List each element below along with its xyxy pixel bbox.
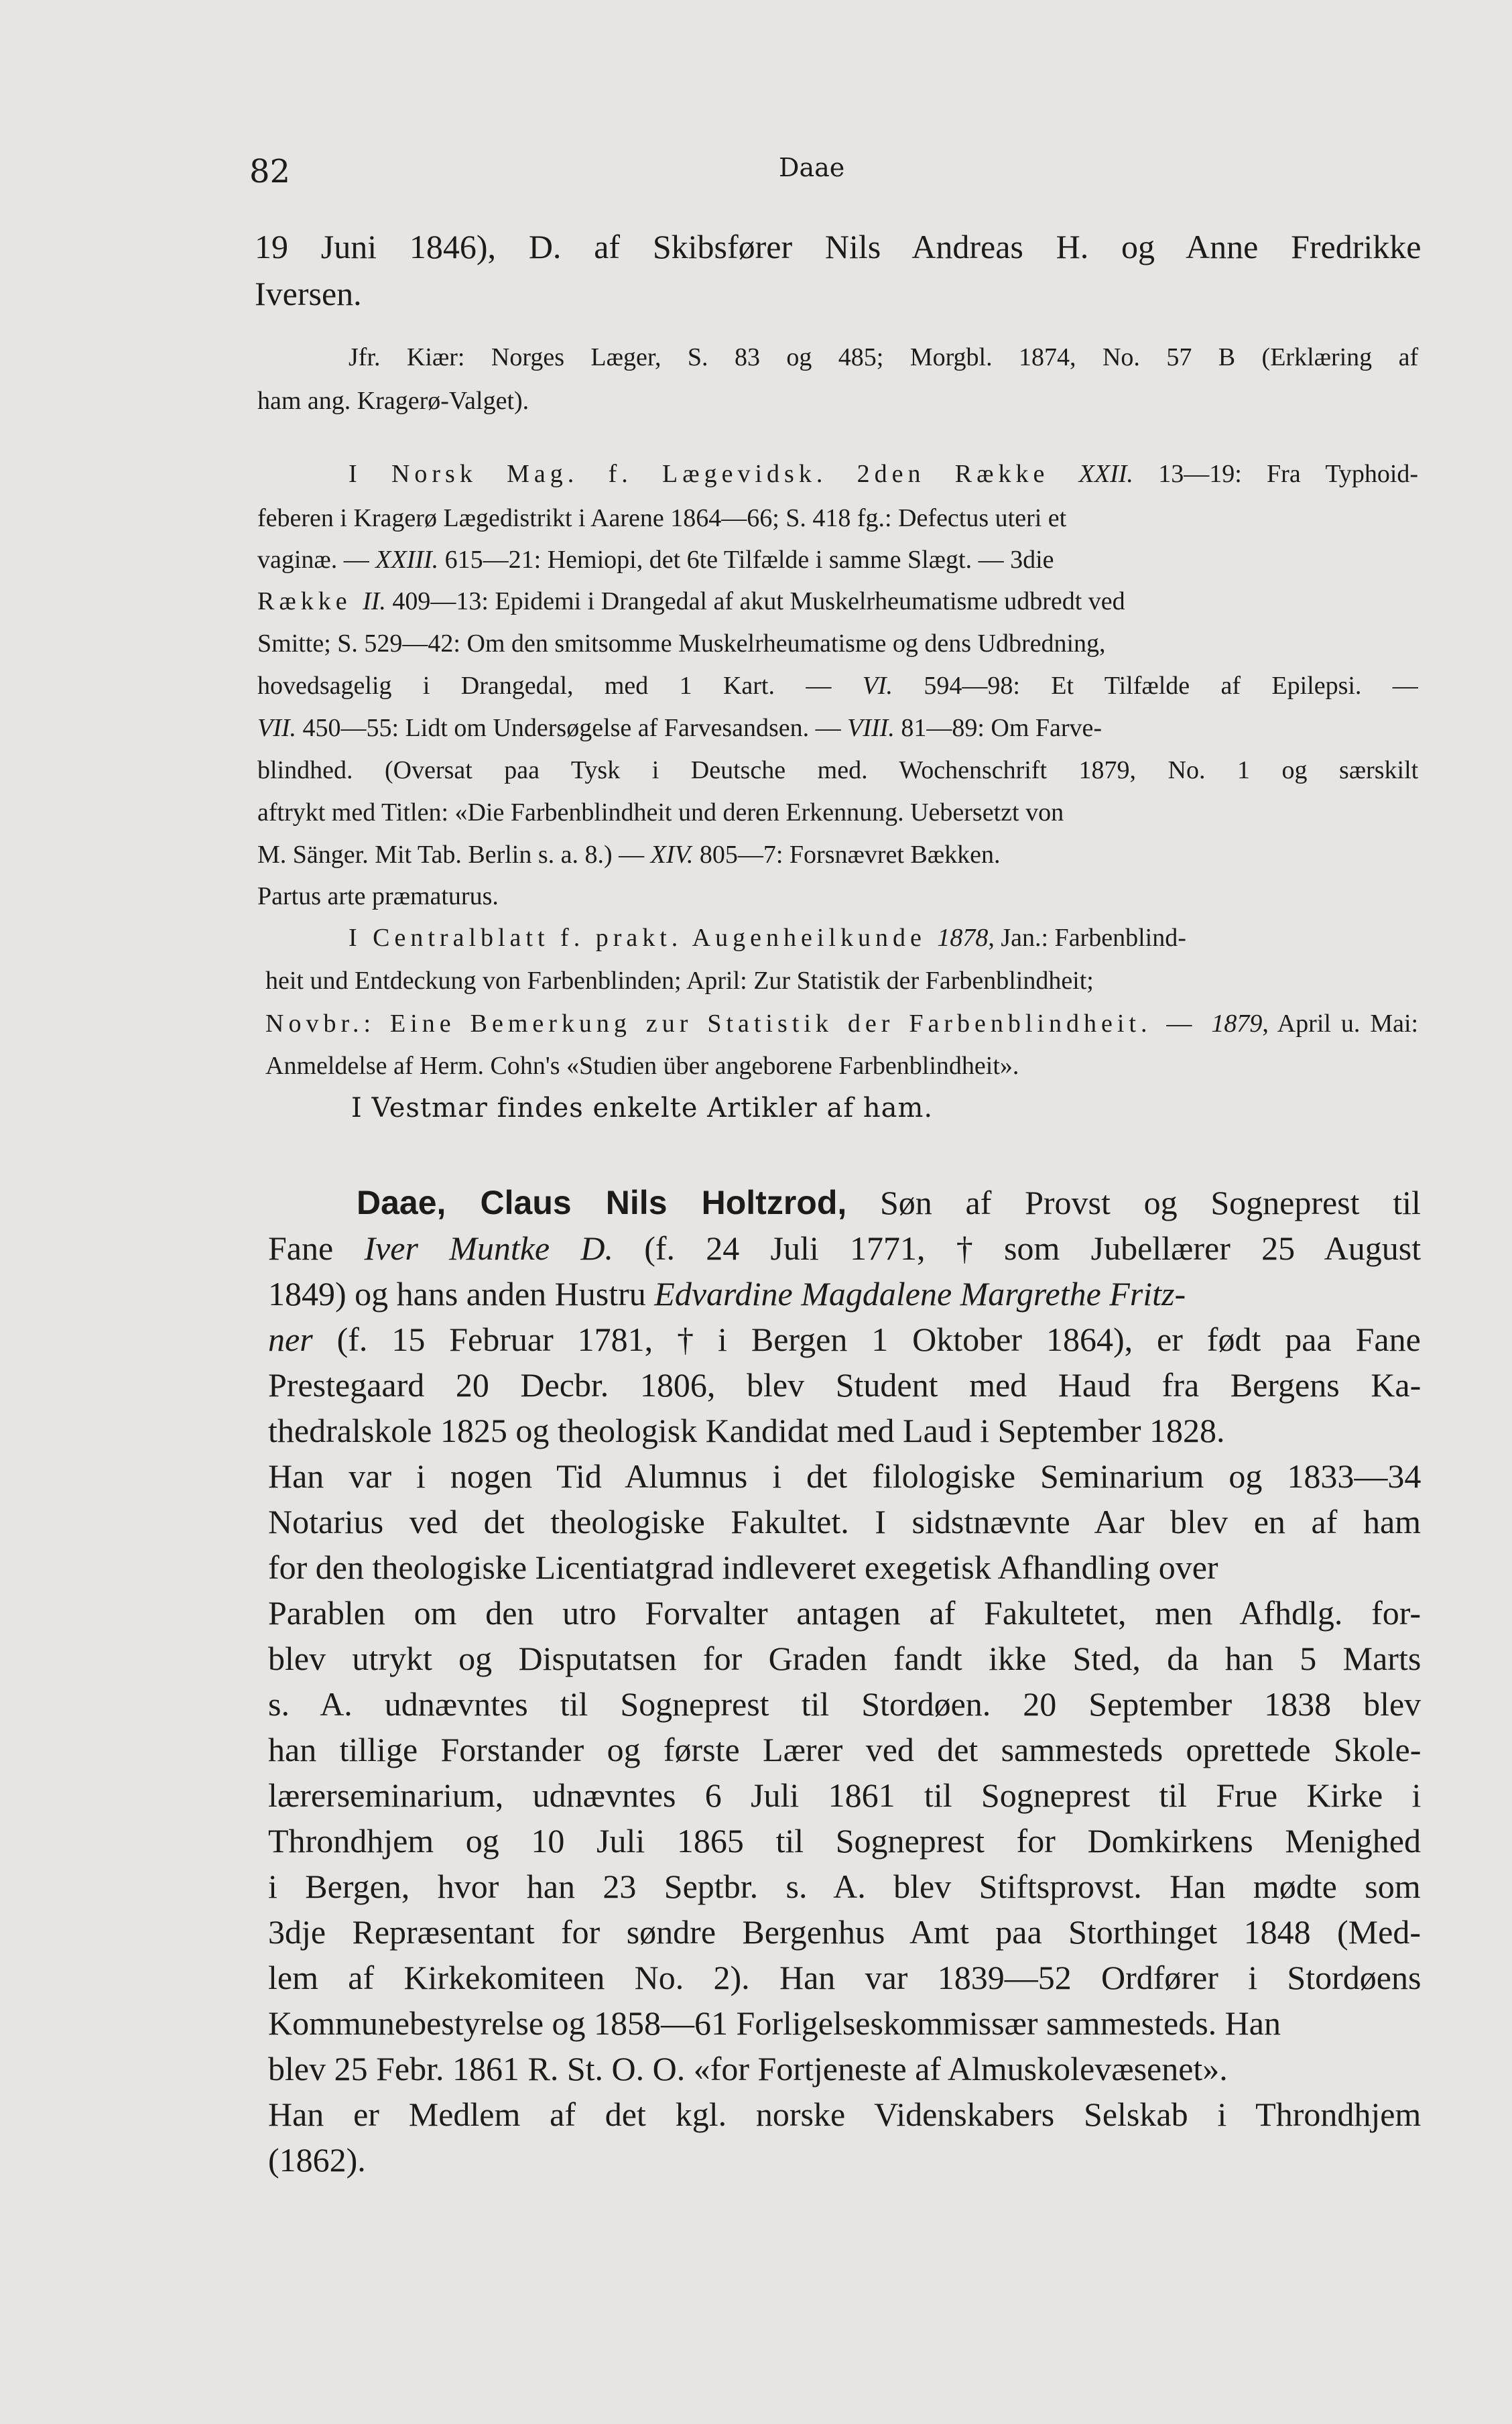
bibliography-line: VII. 450—55: Lidt om Undersøgelse af Farvesandsen. — VIII. 81—89: Om Farve- <box>257 714 1102 742</box>
text-line: 19 Juni 1846), D. af Skibsfører Nils Andreas H. og Anne Fredrikke <box>255 228 1422 265</box>
entry-line: for den theologiske Licentiatgrad indleveret exegetisk Afhandling over <box>268 1549 1218 1586</box>
entry-line: lærerseminarium, udnævntes 6 Juli 1861 til Sogneprest til Frue Kirke i <box>268 1776 1422 1814</box>
entry-line: Throndhjem og 10 Juli 1865 til Sogneprest for Domkirkens Menighed <box>268 1822 1422 1860</box>
entry-line: Prestegaard 20 Decbr. 1806, blev Student med Haud fra Bergens Ka- <box>268 1366 1422 1404</box>
entry-line: lem af Kirkekomiteen No. 2). Han var 1839—52 Ordfører i Stordøens <box>268 1959 1422 1996</box>
entry-line: Han var i nogen Tid Alumnus i det filologiske Seminarium og 1833—34 <box>268 1457 1422 1495</box>
bibliography-line: Anmeldelse af Herm. Cohn's «Studien über angeborene Farbenblindheit». <box>265 1052 1019 1080</box>
entry-line: blev 25 Febr. 1861 R. St. O. O. «for Fortjeneste af Almuskolevæsenet». <box>268 2050 1228 2087</box>
text-line: Iversen. <box>255 275 362 312</box>
bibliography-line: M. Sänger. Mit Tab. Berlin s. a. 8.) — XIV. 805—7: Forsnævret Bækken. <box>257 841 1001 869</box>
entry-name: Daae, Claus Nils Holtzrod, <box>357 1184 847 1221</box>
entry-line: i Bergen, hvor han 23 Septbr. s. A. blev Stiftsprovst. Han mødte som <box>268 1868 1421 1905</box>
entry-line: han tillige Forstander og første Lærer ved det sammesteds oprettede Skole- <box>268 1731 1422 1768</box>
entry-line: 1849) og hans anden Hustru Edvardine Magdalene Margrethe Fritz- <box>268 1275 1186 1313</box>
bibliography-line: Række II. 409—13: Epidemi i Drangedal af akut Muskelrheumatisme udbredt ved <box>257 587 1125 615</box>
bibliography-line: Novbr.: Eine Bemerkung zur Statistik der Farbenblindheit. — 1879, April u. Mai: <box>265 1010 1419 1038</box>
entry-line: Fane Iver Muntke D. (f. 24 Juli 1771, † som Jubellærer 25 August <box>268 1229 1422 1267</box>
fraktur-note: I Vestmar findes enkelte Artikler af ham. <box>351 1093 934 1124</box>
reference-line: Jfr. Kiær: Norges Læger, S. 83 og 485; Morgbl. 1874, No. 57 B (Erklæring af <box>349 343 1419 371</box>
bibliography-line: vaginæ. — XXIII. 615—21: Hemiopi, det 6te Tilfælde i samme Slægt. — 3die <box>257 546 1054 574</box>
entry-line: (1862). <box>268 2141 366 2179</box>
bibliography-line: hovedsagelig i Drangedal, med 1 Kart. — VI. 594—98: Et Tilfælde af Epilepsi. — <box>257 672 1418 700</box>
entry-line: Parablen om den utro Forvalter antagen af Fakultetet, men Afhdlg. for- <box>268 1594 1422 1632</box>
entry-line: thedralskole 1825 og theologisk Kandidat med Laud i September 1828. <box>268 1412 1225 1449</box>
entry-line: ner (f. 15 Februar 1781, † i Bergen 1 Oktober 1864), er født paa Fane <box>268 1321 1421 1358</box>
entry-line: Han er Medlem af det kgl. norske Videnskabers Selskab i Throndhjem <box>268 2096 1422 2133</box>
entry-line: Notarius ved det theologiske Fakultet. I sidstnævnte Aar blev en af ham <box>268 1503 1422 1540</box>
entry-line: blev utrykt og Disputatsen for Graden fandt ikke Sted, da han 5 Marts <box>268 1640 1422 1677</box>
page-number: 82 <box>249 153 291 190</box>
bibliography-line: Smitte; S. 529—42: Om den smitsomme Muskelrheumatisme og dens Udbredning, <box>257 629 1106 658</box>
bibliography-line: aftrykt med Titlen: «Die Farbenblindheit und deren Erkennung. Uebersetzt von <box>257 798 1064 827</box>
entry-line: Kommunebestyrelse og 1858—61 Forligelseskommissær sammesteds. Han <box>268 2004 1281 2042</box>
entry-line: 3dje Repræsentant for søndre Bergenhus Amt paa Storthinget 1848 (Med- <box>268 1913 1421 1951</box>
entry-line: s. A. udnævntes til Sogneprest til Stordøen. 20 September 1838 blev <box>268 1685 1422 1723</box>
bibliography-line: Partus arte præmaturus. <box>257 882 499 910</box>
bibliography-line: feberen i Kragerø Lægedistrikt i Aarene 1864—66; S. 418 fg.: Defectus uteri et <box>257 504 1067 532</box>
page-header <box>249 153 1415 200</box>
bibliography-line: blindhed. (Oversat paa Tysk i Deutsche med. Wochenschrift 1879, No. 1 og særskilt <box>257 756 1419 784</box>
bibliography-line: I Centralblatt f. prakt. Augenheilkunde 1878, Jan.: Farbenblind- <box>349 924 1186 952</box>
entry-line: Daae, Claus Nils Holtzrod, Søn af Provst og Sogneprest til <box>357 1184 1421 1221</box>
reference-line: ham ang. Kragerø-Valget). <box>257 387 529 415</box>
bibliography-line: I Norsk Mag. f. Lægevidsk. 2den Række XXII. 13—19: Fra Typhoid- <box>349 460 1419 488</box>
running-head: Daae <box>779 153 845 182</box>
bibliography-line: heit und Entdeckung von Farbenblinden; April: Zur Statistik der Farbenblindheit; <box>265 967 1094 995</box>
